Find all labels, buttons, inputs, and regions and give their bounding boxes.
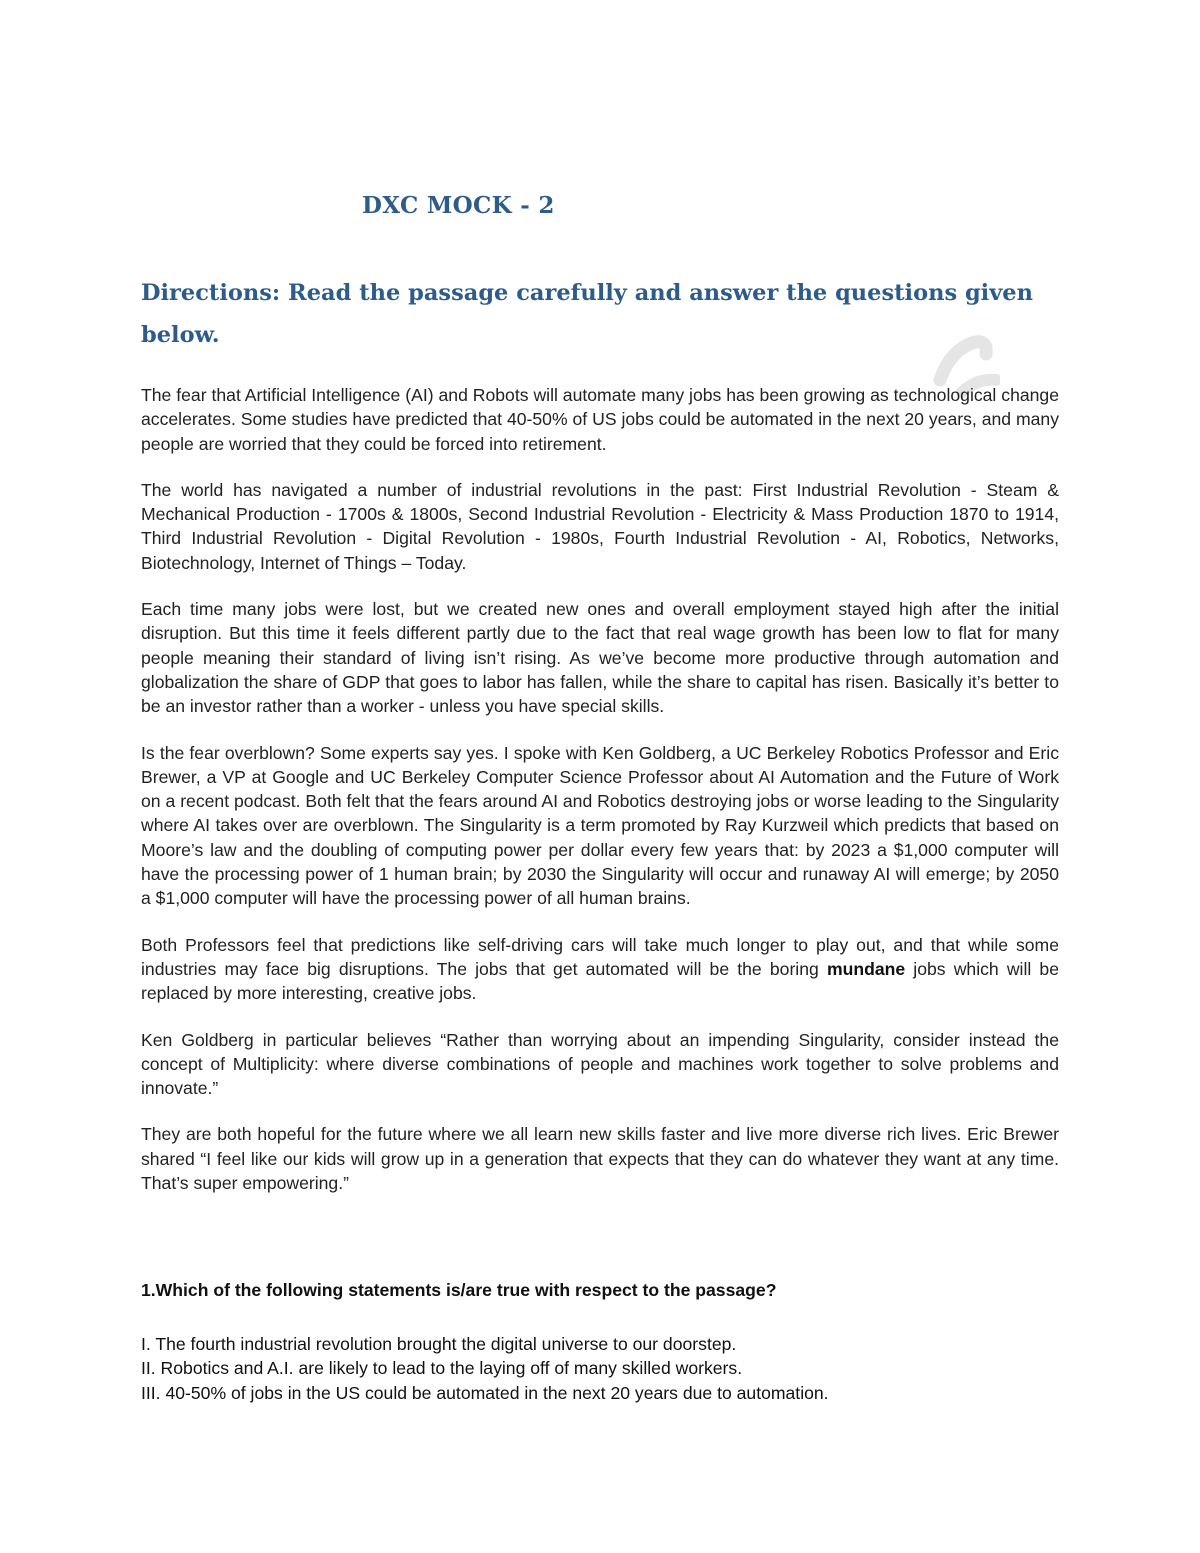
passage-paragraph-5 <box>141 933 1059 1006</box>
emphasized-word: mundane <box>826 958 906 979</box>
directions-heading: Directions: Read the passage carefully and answer the questions given below. <box>141 280 1033 348</box>
statement-item: I. The fourth industrial revolution brought the digital universe to our doorstep. <box>141 1334 737 1354</box>
passage-paragraph-4: Is the fear overblown? Some experts say yes. I spoke with Ken Goldberg, a UC Berkeley Robotics Professor and Eric Brewer, a VP at Google and UC Berkeley Computer Science Professor about AI Automation and the Future of Work on a recent podcast. Both felt that the fears around AI and Robotics destroying jobs or worse leading to the Singularity where AI takes over are overblown. The Singularity is a term promoted by Ray Kurzweil which predicts that based on Moore’s law and the doubling of computing power per dollar every few years that: by 2023 a $1,000 computer will have the processing power of 1 human brain; by 2030 the Singularity will occur and runaway AI will emerge; by 2050 a $1,000 computer will have the processing power of all human brains. <box>141 742 1059 909</box>
passage-paragraph-7: They are both hopeful for the future where we all learn new skills faster and live more diverse rich lives. Eric Brewer shared “I feel like our kids will grow up in a generation that expects that they can do whatever they want at any time. That’s super empowering.” <box>141 1124 1059 1194</box>
paragraph-5-text-end: jobs which will be replaced by more interesting, creative jobs. <box>141 958 1059 1004</box>
question-1-statements <box>141 1332 1059 1405</box>
passage-paragraph-6: Ken Goldberg in particular believes “Rather than worrying about an impending Singularity, consider instead the concept of Multiplicity: where diverse combinations of people and machines work together to solve problems and innovate.” <box>141 1029 1059 1099</box>
statement-item: II. Robotics and A.I. are likely to lead to the laying off of many skilled workers. <box>141 1358 743 1379</box>
passage-paragraph-3: Each time many jobs were lost, but we created new ones and overall employment stayed high after the initial disruption. But this time it feels different partly due to the fact that real wage growth has been low to flat for many people meaning their standard of living isn’t rising. As we’ve become more productive through automation and globalization the share of GDP that goes to labor has fallen, while the share to capital has risen. Basically it’s better to be an investor rather than a worker - unless you have special skills. <box>141 599 1059 717</box>
passage-paragraph-2: The world has navigated a number of industrial revolutions in the past: First Industrial Revolution - Steam & Mechanical Production - 1700s & 1800s, Second Industrial Revolution - Electricity & Mass Production 1870 to 1914, Third Industrial Revolution - Digital Revolution - 1980s, Fourth Industrial Revolution - AI, Robotics, Networks, Biotechnology, Internet of Things – Today. <box>141 479 1059 573</box>
paragraph-5-text-start: Both Professors feel that predictions like self-driving cars will take much longer to play out, and that while some industries may face big disruptions. The jobs that get automated will be the boring <box>141 934 1059 979</box>
reading-passage <box>141 383 1059 1217</box>
statement-item: III. 40-50% of jobs in the US could be automated in the next 20 years due to automation. <box>141 1382 829 1403</box>
passage-paragraph-1: The fear that Artificial Intelligence (AI) and Robots will automate many jobs has been growing as technological change accelerates. Some studies have predicted that 40-50% of US jobs could be automated in the next 20 years, and many people are worried that they could be forced into retirement. <box>141 385 1059 454</box>
question-1-text: 1.Which of the following statements is/are true with respect to the passage? <box>141 1280 777 1300</box>
page-title: DXC MOCK - 2 <box>362 192 555 219</box>
